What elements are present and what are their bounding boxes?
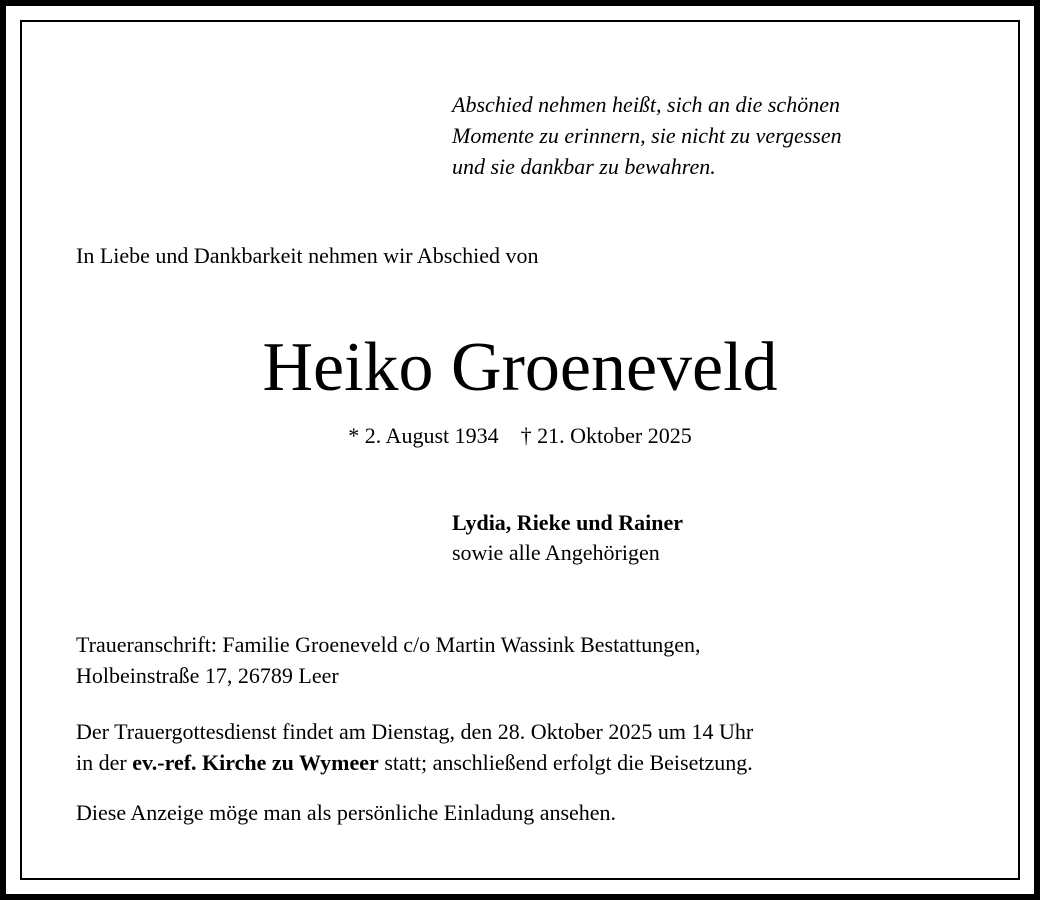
mourning-address — [76, 629, 701, 691]
quote-line-2: Momente zu erinnern, sie nicht zu vergessen — [452, 123, 842, 148]
invitation-note: Diese Anzeige möge man als persönliche Einladung ansehen. — [76, 800, 617, 825]
quote-line-1: Abschied nehmen heißt, sich an die schönen — [452, 92, 840, 117]
address-line-1: Traueranschrift: Familie Groeneveld c/o Martin Wassink Bestattungen, — [76, 632, 701, 657]
memorial-quote — [452, 89, 842, 182]
deceased-name: Heiko Groeneveld — [262, 329, 778, 406]
service-line-2-prefix: in der — [76, 750, 127, 775]
mourners — [452, 508, 683, 568]
service-line-2 — [76, 747, 753, 778]
quote-line-3: und sie dankbar zu bewahren. — [452, 154, 716, 179]
intro-text: In Liebe und Dankbarkeit nehmen wir Abschied von — [76, 243, 539, 268]
service-line-2-suffix: statt; anschließend erfolgt die Beisetzung. — [384, 750, 753, 775]
mourner-names: Lydia, Rieke und Rainer — [452, 510, 684, 535]
service-details — [76, 716, 753, 778]
church-name: ev.-ref. Kirche zu Wymeer — [132, 750, 379, 775]
life-dates — [0, 423, 1040, 449]
mourner-others: sowie alle Angehörigen — [452, 540, 660, 565]
address-line-2: Holbeinstraße 17, 26789 Leer — [76, 663, 339, 688]
death-date: † 21. Oktober 2025 — [520, 423, 692, 448]
service-line-1: Der Trauergottesdienst findet am Dienstag, den 28. Oktober 2025 um 14 Uhr — [76, 719, 754, 744]
birth-date: * 2. August 1934 — [348, 423, 499, 448]
